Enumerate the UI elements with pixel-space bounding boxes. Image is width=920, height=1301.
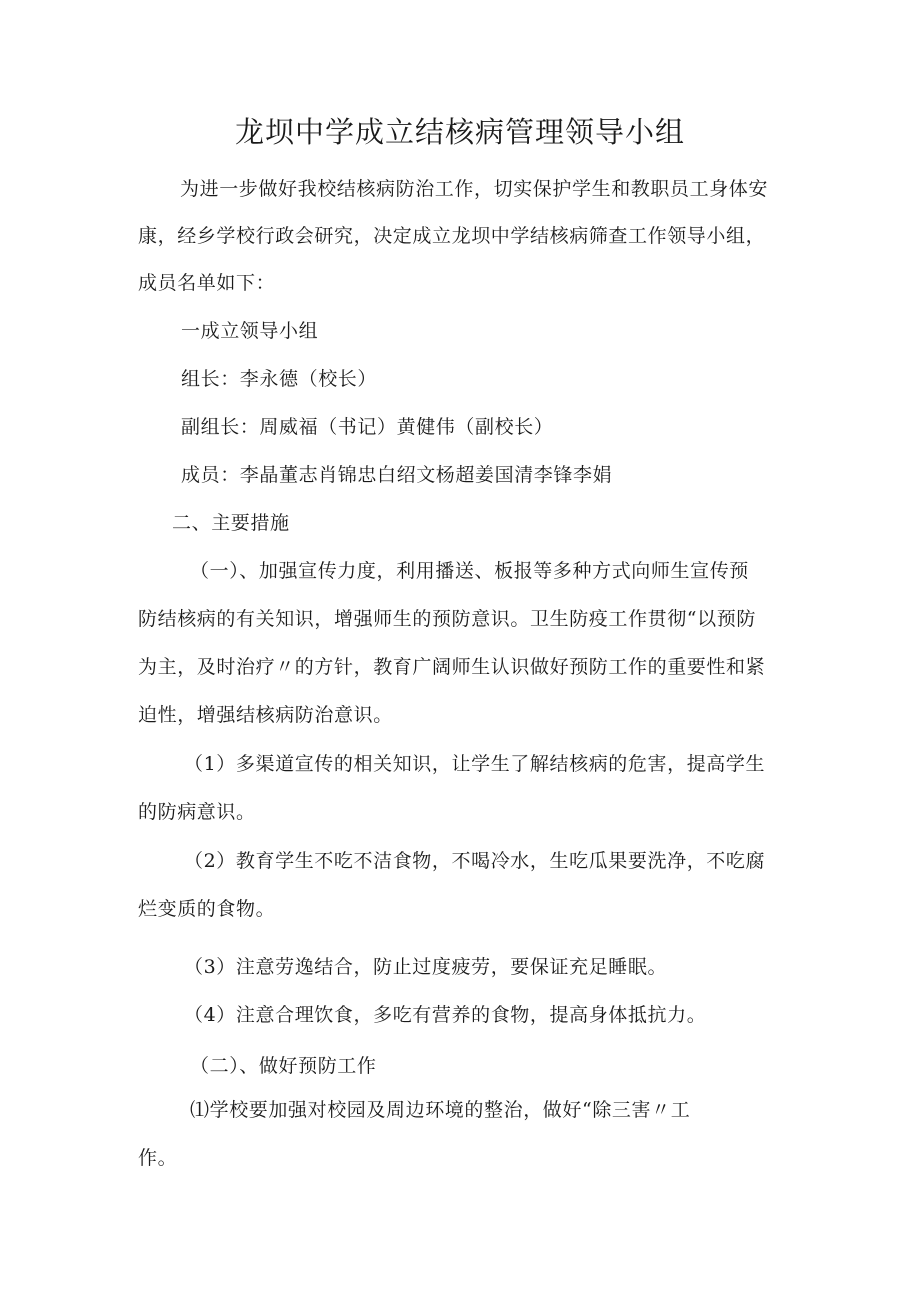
intro-line-2: 康，经乡学校行政会研究，决定成立龙坝中学结核病筛查工作领导小组， — [138, 225, 766, 247]
section1-heading: 一成立领导小组 — [181, 320, 319, 342]
section2-heading: 二、主要措施 — [172, 512, 290, 534]
item3-line: （3）注意劳逸结合，防止过度疲劳，要保证充足睡眠。 — [184, 956, 668, 978]
item4-line: （4）注意合理饮食，多吃有营养的食物，提高身体抵抗力。 — [184, 1004, 707, 1026]
document-title: 龙坝中学成立结核病管理领导小组 — [234, 115, 685, 149]
item2-line-2: 烂变质的食物。 — [138, 898, 276, 920]
intro-line-1: 为进一步做好我校结核病防治工作，切实保护学生和教职员工身体安 — [180, 178, 769, 200]
sub2-item1-line-2: 作。 — [138, 1147, 178, 1169]
sub2-item1-line-1: ⑴学校要加强对校园及周边环境的整治，做好“除三害〃工 — [190, 1099, 691, 1121]
sub1-line-2: 防结核病的有关知识，增强师生的预防意识。卫生防疫工作贯彻“以预防 — [138, 608, 756, 630]
deputy-line: 副组长：周威福（书记）黄健伟（副校长） — [181, 416, 554, 438]
item2-line-1: （2）教育学生不吃不洁食物，不喝冷水，生吃瓜果要洗净，不吃腐 — [184, 850, 766, 872]
intro-line-3: 成员名单如下： — [138, 272, 276, 294]
item1-line-1: （1）多渠道宣传的相关知识，让学生了解结核病的危害，提高学生 — [184, 753, 766, 775]
sub1-line-1: （一）、加强宣传力度，利用播送、板报等多种方式向师生宣传预 — [190, 560, 749, 582]
leader-line: 组长：李永德（校长） — [181, 368, 378, 390]
sub2-heading: （二）、做好预防工作 — [190, 1055, 377, 1077]
sub1-line-4: 迫性，增强结核病防治意识。 — [138, 704, 393, 726]
members-line: 成员：李晶董志肖锦忠白绍文杨超姜国清李锋李娟 — [181, 464, 613, 486]
sub1-line-3: 为主，及时治疗〃的方针，教育广阔师生认识做好预防工作的重要性和紧 — [138, 656, 766, 678]
item1-line-2: 的防病意识。 — [138, 801, 256, 823]
